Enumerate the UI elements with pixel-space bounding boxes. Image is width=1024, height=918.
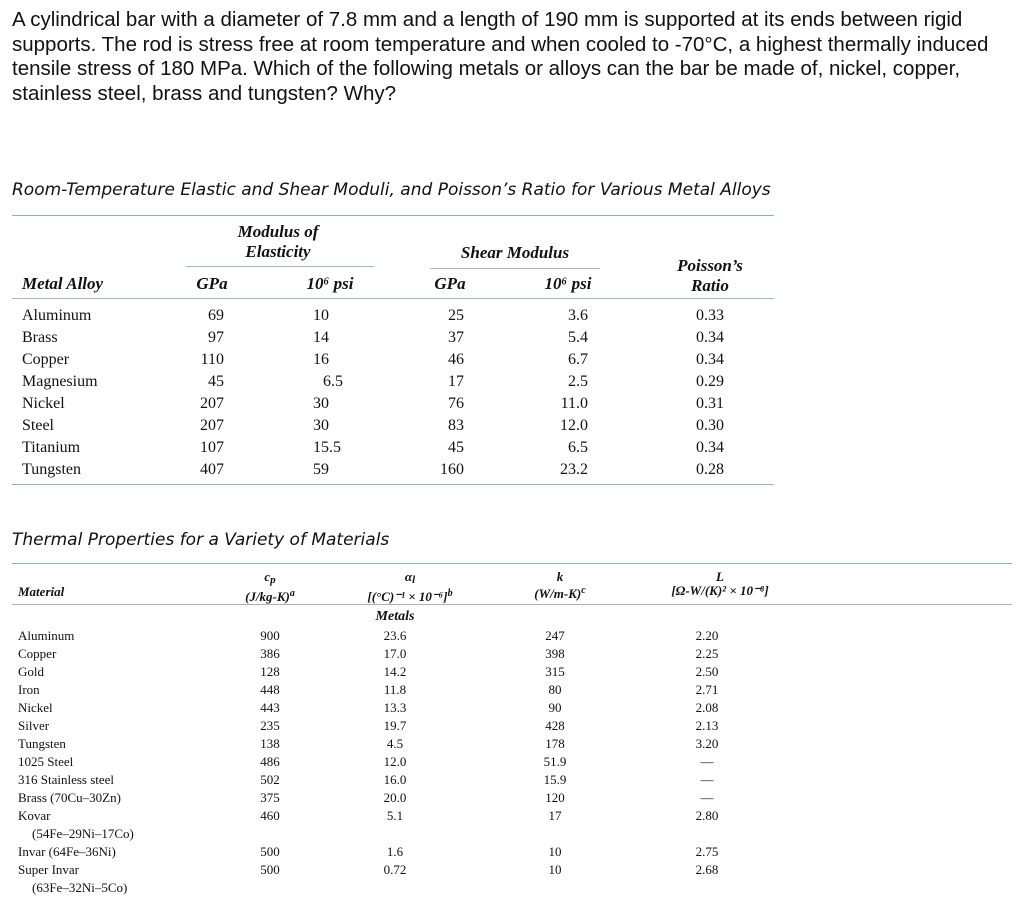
table1-col-metal: Metal Alloy: [22, 274, 104, 293]
table1-cell: 0.33: [696, 307, 724, 324]
table1-col-e-psi: 10⁶ psi: [306, 274, 354, 293]
group-modulus-line1: Modulus of: [237, 222, 319, 241]
table1-cell: 15.5: [313, 439, 341, 456]
k-symbol: k: [556, 569, 564, 584]
cp-sub: p: [270, 574, 276, 586]
table2-cell: 11.8: [383, 682, 407, 697]
table2-cell-name: (63Fe–32Ni–5Co): [32, 880, 128, 895]
table1-cell: 6.7: [568, 351, 588, 368]
table2-section-metals: Metals: [375, 609, 415, 624]
table2-cell: 17: [548, 808, 562, 823]
table2-cell: 23.6: [383, 628, 407, 643]
table1-cell: 0.30: [696, 417, 724, 434]
table2-cell: 443: [260, 700, 280, 715]
table1-cell: 69: [208, 307, 224, 324]
l-unit: [Ω-W/(K)² × 10⁻⁸]: [671, 583, 769, 598]
table2-cell-name: 1025 Steel: [18, 754, 74, 769]
table1-poisson: [680, 305, 740, 481]
alpha-unit: [(°C)⁻¹ × 10⁻⁶]: [367, 589, 448, 604]
table1-cell: 407: [200, 461, 224, 478]
table1-cell: 30: [313, 417, 329, 434]
table2-cell-name: Nickel: [18, 700, 53, 715]
table1-cell: 6.5: [323, 373, 343, 390]
table2-cell: 486: [260, 754, 280, 769]
table1-e-gpa: [180, 305, 224, 481]
table1-cell: 25: [448, 307, 464, 324]
table2-cell: 2.20: [695, 628, 719, 643]
table1-names: [22, 305, 172, 481]
table1-cell: 45: [448, 439, 464, 456]
table2-cell-name: 316 Stainless steel: [18, 772, 115, 787]
table2-header-rule: [12, 604, 1012, 605]
table2-cell-name: Tungsten: [18, 736, 66, 751]
table2-cell-name: Gold: [18, 664, 44, 679]
table1-col-g-psi: 10⁶ psi: [544, 274, 592, 293]
table2-cell: 20.0: [383, 790, 407, 805]
table2-cell: 2.71: [695, 682, 719, 697]
table2-cell: 315: [545, 664, 565, 679]
table1-cell: 30: [313, 395, 329, 412]
table1-cell: 14: [313, 329, 329, 346]
table1-cell: 23.2: [560, 461, 588, 478]
table2-cell: 17.0: [383, 646, 407, 661]
table1-cell-name: Aluminum: [22, 307, 92, 324]
table2-cell: 2.08: [695, 700, 719, 715]
table2-cell: —: [700, 754, 714, 769]
table1-cell: 3.6: [568, 307, 588, 324]
table2-cell: 398: [545, 646, 565, 661]
table2-cell: 2.80: [695, 808, 719, 823]
table2-cell: 2.75: [695, 844, 719, 859]
table1-cell-name: Brass: [22, 329, 58, 346]
cp-unit: (J/kg-K): [245, 589, 290, 604]
table1-cell: 59: [313, 461, 329, 478]
table1-e-psi: [313, 305, 363, 481]
table2-cell: 14.2: [383, 664, 407, 679]
table2-cell-name: Aluminum: [18, 628, 75, 643]
table2-cell-name: Kovar: [18, 808, 51, 823]
table2-cell: 386: [260, 646, 280, 661]
table1-cell: 76: [448, 395, 464, 412]
table2-cell: 10: [548, 862, 562, 877]
table1-cell-name: Steel: [22, 417, 54, 434]
table1-cell: 0.31: [696, 395, 724, 412]
table2-cell: 138: [260, 736, 280, 751]
table1-cell: 11.0: [560, 395, 588, 412]
table2-cell: 900: [260, 628, 280, 643]
table2-cell: [360, 825, 430, 843]
shear-rule: [430, 268, 600, 269]
table2-cell: 0.72: [383, 862, 407, 877]
table2-cell: 128: [260, 664, 280, 679]
table1-cell: 12.0: [560, 417, 588, 434]
table2-alpha: [360, 627, 430, 879]
table2-cell: 500: [260, 844, 280, 859]
table1-cell: 0.28: [696, 461, 724, 478]
table1-group-shear: Shear Modulus: [460, 243, 570, 262]
table2-k: [520, 627, 590, 879]
table2-names: [18, 627, 218, 897]
table2-col-alpha: [330, 570, 490, 604]
table2-l: [672, 627, 742, 879]
table1-cell: 207: [200, 417, 224, 434]
poisson-line2: Ratio: [691, 276, 729, 295]
table2-cell: 2.50: [695, 664, 719, 679]
table2-cell: —: [700, 772, 714, 787]
table2-cell-name: Silver: [18, 718, 50, 733]
poisson-line1: Poisson’s: [677, 256, 743, 275]
table1-cell: 16: [313, 351, 329, 368]
table1-bottom-rule: [12, 484, 774, 485]
cp-note: a: [289, 588, 295, 599]
table2-cell: 12.0: [383, 754, 407, 769]
table2-cell: 428: [545, 718, 565, 733]
table2-col-k: [500, 570, 620, 601]
table2-cell: 120: [545, 790, 565, 805]
table2-cell: 375: [260, 790, 280, 805]
table2-cell: 178: [545, 736, 565, 751]
table2-cell-name: Copper: [18, 646, 57, 661]
table2-col-l: [620, 570, 820, 598]
table2-cell: 502: [260, 772, 280, 787]
table2-cell: 90: [548, 700, 562, 715]
table1-cell-name: Tungsten: [22, 461, 81, 478]
table2-cell-name: (54Fe–29Ni–17Co): [32, 826, 134, 841]
table2-cell: 13.3: [383, 700, 407, 715]
table2-cell: 235: [260, 718, 280, 733]
table1-cell: 0.34: [696, 351, 724, 368]
table2-col-material: Material: [18, 584, 65, 599]
table1-cell: 0.29: [696, 373, 724, 390]
table2-col-cp: [220, 570, 320, 604]
table2-cell: 500: [260, 862, 280, 877]
table2-cell: 10: [548, 844, 562, 859]
table1-g-psi: [540, 305, 588, 481]
table2-cell: 16.0: [383, 772, 407, 787]
table1-col-e-gpa: GPa: [196, 274, 228, 293]
table1-group-modulus: [188, 222, 368, 262]
table2-cell: 5.1: [386, 808, 404, 823]
table2-cell: 2.13: [695, 718, 719, 733]
table2-cell: —: [700, 790, 714, 805]
table1-col-g-gpa: GPa: [434, 274, 466, 293]
table2-cell: 247: [545, 628, 565, 643]
table2-top-rule: [12, 563, 1012, 564]
k-unit: (W/m-K): [534, 586, 582, 601]
table2-cell: 1.6: [386, 844, 404, 859]
table2-cell: [672, 825, 742, 843]
question-text: A cylindrical bar with a diameter of 7.8 mm and a length of 190 mm is supported at its ends between rigid supports. The rod is stress free at room temperature and when cooled to -70°C, a highest thermally induced tensile stress of 180 MPa. Which of the following metals or alloys can the bar be made of, nickel, copper, stainless steel, brass and tungsten? Why?: [12, 8, 989, 105]
table1-cell-name: Magnesium: [22, 373, 98, 390]
alpha-note: b: [447, 588, 453, 599]
table1-header-rule: [12, 298, 774, 299]
table1-cell: 45: [208, 373, 224, 390]
table1-cell: 2.5: [568, 373, 588, 390]
table2-cell: 4.5: [386, 736, 404, 751]
table2-cell: 448: [260, 682, 280, 697]
table2-cell: 2.25: [695, 646, 719, 661]
l-symbol: L: [716, 569, 724, 584]
table2-cell: 80: [548, 682, 562, 697]
table1-cell: 160: [440, 461, 464, 478]
table1-cell: 110: [200, 351, 224, 368]
table2-cell: 3.20: [695, 736, 719, 751]
group-modulus-line2: Elasticity: [245, 242, 311, 261]
table2-cell-name: Super Invar: [18, 862, 80, 877]
table2-cell: 460: [260, 808, 280, 823]
table2-cell: 15.9: [543, 772, 567, 787]
table2-cell-name: Iron: [18, 682, 40, 697]
alpha-symbol: α: [404, 569, 413, 584]
table2-cell: 2.68: [695, 862, 719, 877]
table1-cell: 83: [448, 417, 464, 434]
table1-top-rule: [12, 215, 774, 216]
table1-caption: Room-Temperature Elastic and Shear Moduli, and Poisson’s Ratio for Various Metal Alloys: [12, 180, 771, 200]
table2-cell: [240, 825, 300, 843]
table1-cell: 17: [448, 373, 464, 390]
table1-cell: 97: [208, 329, 224, 346]
table1-cell-name: Nickel: [22, 395, 65, 412]
table2-cp: [240, 627, 300, 879]
table1-cell: 207: [200, 395, 224, 412]
modulus-rule: [186, 266, 374, 267]
table1-cell: 10: [313, 307, 329, 324]
table1-g-gpa: [420, 305, 464, 481]
table2-cell: 19.7: [383, 718, 407, 733]
table2-caption: Thermal Properties for a Variety of Materials: [12, 530, 390, 550]
table1-cell: 46: [448, 351, 464, 368]
table1-cell: 0.34: [696, 329, 724, 346]
table2-cell: 51.9: [543, 754, 567, 769]
table1-cell: 107: [200, 439, 224, 456]
table1-cell: 37: [448, 329, 464, 346]
k-note: c: [581, 585, 586, 596]
table2-cell-name: Invar (64Fe–36Ni): [18, 844, 116, 859]
alpha-sub: l: [412, 574, 416, 586]
table2-cell-name: Brass (70Cu–30Zn): [18, 790, 121, 805]
cp-symbol: c: [264, 569, 271, 584]
table2-cell: [520, 825, 590, 843]
table1-col-poisson: [660, 256, 760, 296]
table1-cell-name: Titanium: [22, 439, 81, 456]
table1-cell: 0.34: [696, 439, 724, 456]
table1-cell: 6.5: [568, 439, 588, 456]
table1-cell: 5.4: [568, 329, 588, 346]
table1-cell-name: Copper: [22, 351, 70, 368]
